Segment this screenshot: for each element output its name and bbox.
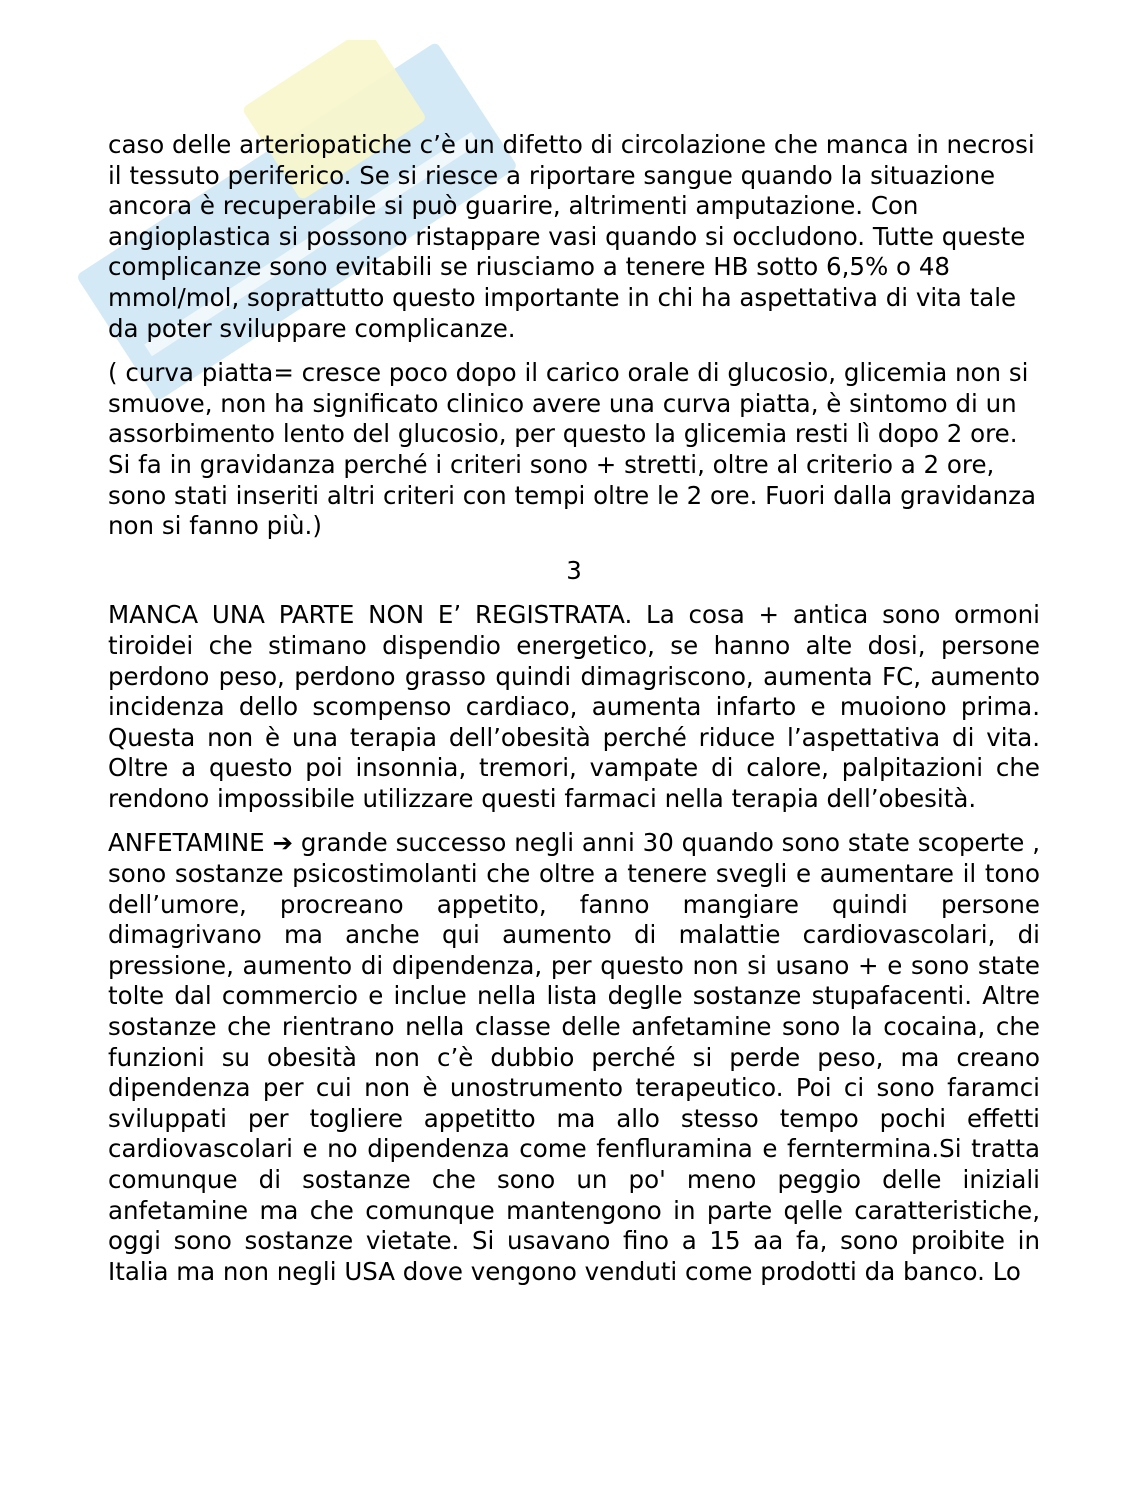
paragraph-flat-curve: ( curva piatta= cresce poco dopo il carico orale di glucosio, glicemia non si smuove, non ha significato clinico avere una curva piatta, è sintomo di un assorbimento lento del glucosio, per questo la glicemia resti lì dopo 2 ore. Si fa in gravidanza perché i criteri sono + stretti, oltre al criterio a 2 ore, sono stati inseriti altri criteri con tempi oltre le 2 ore. Fuori dalla gravidanza non si fanno più.) xyxy=(108,358,1036,541)
page-number: 3 xyxy=(566,555,582,585)
paragraph-arteriopathy: caso delle arteriopatiche c’è un difetto di circolazione che manca in necrosi il tessuto periferico. Se si riesce a riportare sangue quando la situazione ancora è recuperabile si può guarire, altrimenti amputazione. Con angioplastica si possono ristappare vasi quando si occludono. Tutte queste complicanze sono evitabili se riusciamo a tenere HB sotto 6,5% o 48 mmol/mol, soprattutto questo importante in chi ha aspettativa di vita tale da poter sviluppare complicanze. xyxy=(108,130,1035,343)
document-page xyxy=(108,130,1040,1301)
paragraph-thyroid-hormones: MANCA UNA PARTE NON E’ REGISTRATA. La cosa + antica sono ormoni tiroidei che stimano dispendio energetico, se hanno alte dosi, persone perdono peso, perdono grasso quindi dimagriscono, aumenta FC, aumento incidenza dello scompenso cardiaco, aumenta infarto e muoiono prima. Questa non è una terapia dell’obesità perché riduce l’aspettativa di vita. Oltre a questo poi insonnia, tremori, vampate di calore, palpitazioni che rendono impossibile utilizzare questi farmaci nella terapia dell’obesità. xyxy=(108,600,1040,813)
paragraph-amphetamines: ANFETAMINE ➔ grande successo negli anni 30 quando sono state scoperte , sono sostanze psicostimolanti che oltre a tenere svegli e aumentare il tono dell’umore, procreano appetito, fanno mangiare quindi persone dimagrivano ma anche qui aumento di malattie cardiovascolari, di pressione, aumento di dipendenza, per questo non si usano + e sono state tolte dal commercio e inclue nella lista deglle sostanze stupafacenti. Altre sostanze che rientrano nella classe delle anfetamine sono la cocaina, che funzioni su obesità non c’è dubbio perché si perde peso, ma creano dipendenza per cui non è unostrumento terapeutico. Poi ci sono faramci sviluppati per togliere appetitto ma allo stesso tempo pochi effetti cardiovascolari e no dipendenza come fenfluramina e ferntermina.Si tratta comunque di sostanze che sono un po' meno peggio delle iniziali anfetamine ma che comunque mantengono in parte qelle caratteristiche, oggi sono sostanze vietate. Si usavano fino a 15 aa fa, sono proibite in Italia ma non negli USA dove vengono venduti come prodotti da banco. Lo xyxy=(108,828,1040,1286)
